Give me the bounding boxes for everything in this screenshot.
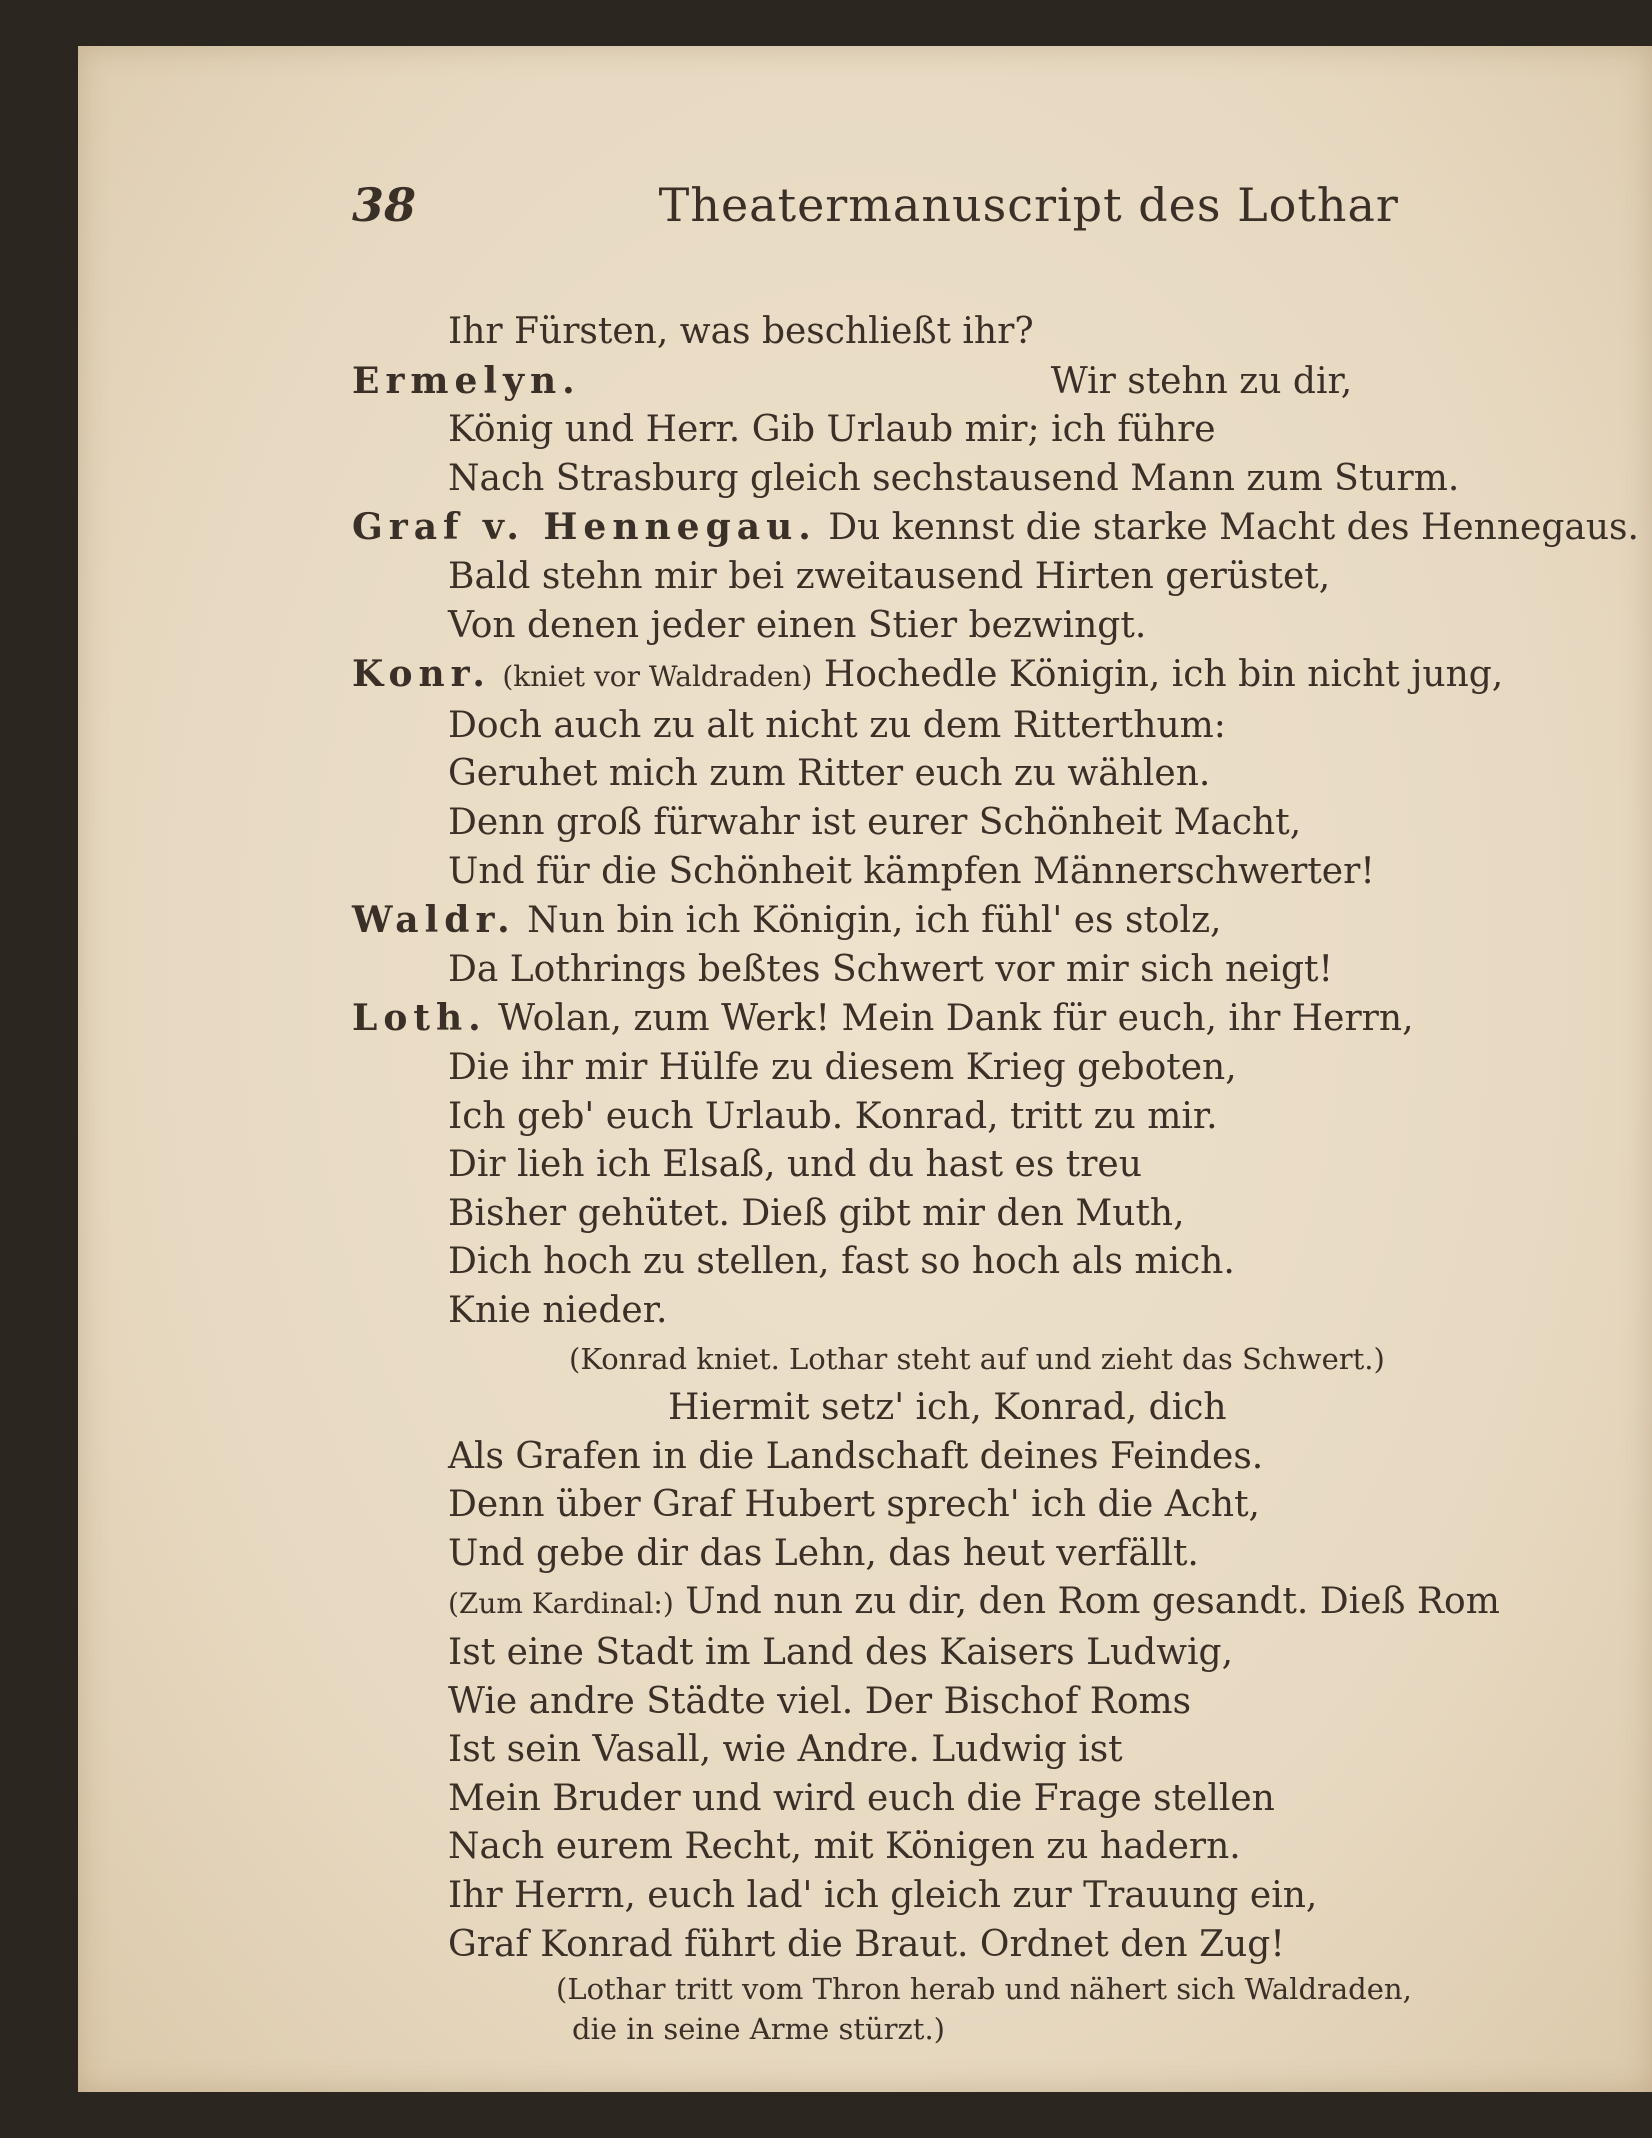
book-page	[78, 46, 1652, 2092]
text-line: Wie andre Städte viel. Der Bischof Roms	[448, 1680, 1192, 1722]
text-line: Knie nieder.	[448, 1289, 668, 1331]
speaker-name: Waldr.	[352, 899, 516, 942]
play-text	[352, 308, 1652, 2049]
text-line: Und für die Schönheit kämpfen Männerschwerter!	[448, 850, 1375, 892]
speaker-name: Konr.	[352, 653, 491, 696]
text-line: Graf Konrad führt die Braut. Ordnet den Zug!	[448, 1923, 1285, 1965]
page-header	[352, 178, 1399, 232]
text-line: Ist eine Stadt im Land des Kaisers Ludwig,	[448, 1632, 1234, 1674]
text-line: Die ihr mir Hülfe zu diesem Krieg geboten,	[448, 1046, 1237, 1088]
text-line: Dir lieh ich Elsaß, und du hast es treu	[448, 1144, 1142, 1186]
text-line: Denn groß fürwahr ist eurer Schönheit Macht,	[448, 801, 1302, 843]
speech-line: Waldr. Nun bin ich Königin, ich fühl' es stolz,	[352, 899, 1222, 942]
speech-line: Graf v. Hennegau. Du kennst die starke Macht des Hennegaus.	[352, 506, 1639, 549]
text-line: Und gebe dir das Lehn, das heut verfällt.	[448, 1532, 1199, 1574]
running-title: Theatermanuscript des Lothar	[658, 178, 1399, 232]
text-line: Hiermit setz' ich, Konrad, dich	[668, 1387, 1227, 1429]
speaker-name: Graf v. Hennegau.	[352, 506, 817, 549]
speech-line: Ermelyn. Wir stehn zu dir,	[352, 359, 1353, 402]
stage-direction: (kniet vor Waldraden)	[502, 660, 813, 694]
text-line: Dich hoch zu stellen, fast so hoch als mich.	[448, 1241, 1235, 1283]
stage-direction: (Konrad kniet. Lothar steht auf und zieht das Schwert.)	[569, 1342, 1385, 1377]
text-line: Ich geb' euch Urlaub. Konrad, tritt zu mir.	[448, 1095, 1218, 1137]
text-line: Ist sein Vasall, wie Andre. Ludwig ist	[448, 1729, 1123, 1771]
text-line: Denn über Graf Hubert sprech' ich die Acht,	[448, 1484, 1261, 1526]
text-line: Nach Strasburg gleich sechstausend Mann zum Sturm.	[448, 457, 1460, 499]
stage-direction: (Lothar tritt vom Thron herab und nähert sich Waldraden,	[556, 1972, 1412, 2007]
text-line: Bisher gehütet. Dieß gibt mir den Muth,	[448, 1192, 1185, 1234]
speech-line: Loth. Wolan, zum Werk! Mein Dank für euch, ihr Herrn,	[352, 997, 1414, 1040]
text-line: Ihr Fürsten, was beschließt ihr?	[448, 311, 1034, 352]
speaker-name: Loth.	[352, 997, 487, 1040]
text-line: (Zum Kardinal:) Und nun zu dir, den Rom gesandt. Dieß Rom	[448, 1581, 1500, 1623]
text-line: Doch auch zu alt nicht zu dem Ritterthum:	[448, 704, 1226, 746]
text-line: Nach eurem Recht, mit Königen zu hadern.	[448, 1826, 1241, 1868]
text-line: Bald stehn mir bei zweitausend Hirten gerüstet,	[448, 555, 1331, 597]
stage-direction: die in seine Arme stürzt.)	[572, 2012, 945, 2047]
text-line: Ihr Herrn, euch lad' ich gleich zur Trauung ein,	[448, 1875, 1318, 1916]
text-line: Als Grafen in die Landschaft deines Feindes.	[448, 1435, 1264, 1477]
stage-direction: (Zum Kardinal:)	[448, 1587, 674, 1621]
text-line: Da Lothrings beßtes Schwert vor mir sich neigt!	[448, 948, 1333, 990]
text-line: Von denen jeder einen Stier bezwingt.	[448, 604, 1147, 646]
text-line: Geruhet mich zum Ritter euch zu wählen.	[448, 753, 1211, 795]
text-line: Mein Bruder und wird euch die Frage stellen	[448, 1777, 1275, 1819]
speech-line: Konr. (kniet vor Waldraden) Hochedle Königin, ich bin nicht jung,	[352, 653, 1504, 696]
speaker-name: Ermelyn.	[352, 359, 581, 402]
page-number: 38	[352, 178, 417, 232]
text-line: König und Herr. Gib Urlaub mir; ich führe	[448, 409, 1216, 451]
